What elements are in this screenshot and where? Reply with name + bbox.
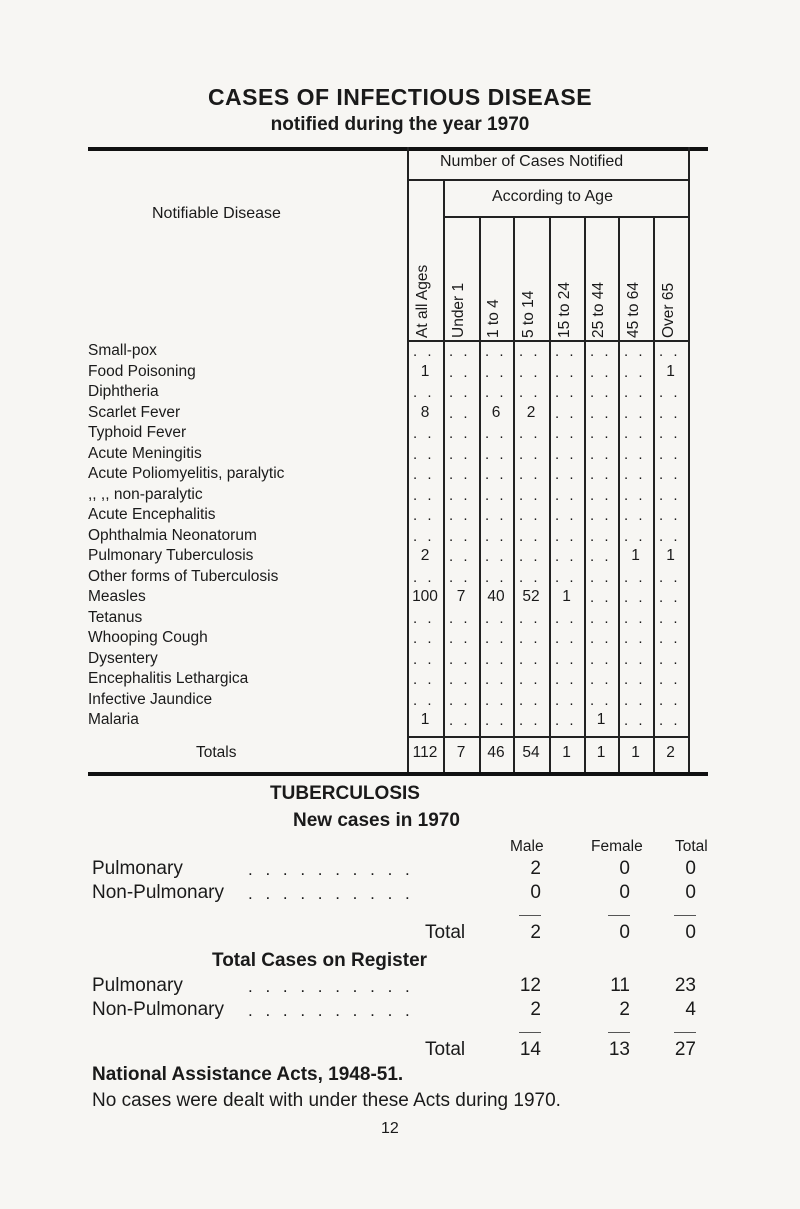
disease-name: Acute Poliomyelitis, paralytic	[88, 465, 285, 482]
empty-cell-dots: . .	[590, 363, 612, 381]
leader-dots: . . . . . . . . . .	[248, 977, 414, 996]
tb-value: 13	[608, 1039, 630, 1060]
empty-cell-dots: . .	[624, 384, 646, 401]
empty-cell-dots: . .	[555, 691, 577, 709]
empty-cell-dots: . .	[485, 650, 507, 668]
empty-cell-dots: . .	[590, 671, 612, 688]
empty-cell-dots: . .	[590, 486, 612, 504]
empty-cell-dots: . .	[413, 445, 435, 463]
empty-cell-dots: . .	[449, 671, 471, 688]
tb-value: 23	[674, 975, 696, 996]
empty-cell-dots: . .	[485, 691, 507, 709]
table-cell: 6	[491, 403, 501, 421]
empty-cell-dots: . .	[449, 630, 471, 647]
empty-cell-dots: . .	[624, 466, 646, 483]
empty-cell-dots: . .	[485, 445, 507, 463]
empty-cell-dots: . .	[555, 486, 577, 504]
empty-cell-dots: . .	[555, 466, 577, 483]
empty-cell-dots: . .	[659, 609, 681, 627]
empty-cell-dots: . .	[590, 527, 612, 545]
disease-name: Acute Meningitis	[88, 444, 202, 462]
tb-value: 2	[619, 999, 630, 1020]
number-header: Number of Cases Notified	[440, 153, 624, 170]
tb-value: 0	[619, 922, 630, 943]
tb-value: 4	[685, 999, 696, 1020]
empty-cell-dots: . .	[449, 343, 471, 360]
column-header: 45 to 64	[624, 281, 642, 338]
col-male: Male	[510, 838, 544, 855]
empty-cell-dots: . .	[449, 548, 471, 565]
empty-cell-dots: . .	[555, 548, 577, 565]
empty-cell-dots: . .	[624, 486, 646, 504]
table-cell: 1	[562, 588, 571, 605]
tb-subheading: New cases in 1970	[293, 810, 460, 831]
disease-name: Small-pox	[88, 342, 157, 359]
empty-cell-dots: . .	[590, 691, 612, 709]
empty-cell-dots: . .	[519, 650, 541, 668]
table-cell: 1	[420, 711, 430, 728]
empty-cell-dots: . .	[555, 404, 577, 422]
empty-cell-dots: . .	[485, 548, 507, 565]
empty-cell-dots: . .	[590, 630, 612, 647]
totals-cell: 54	[522, 744, 540, 761]
empty-cell-dots: . .	[590, 466, 612, 483]
disease-name: Malaria	[88, 711, 139, 728]
empty-cell-dots: . .	[449, 486, 471, 504]
empty-cell-dots: . .	[659, 650, 681, 668]
empty-cell-dots: . .	[555, 343, 577, 360]
disease-name: Pulmonary Tuberculosis	[88, 547, 254, 564]
empty-cell-dots: . .	[413, 568, 435, 586]
tb-row-label: Non-Pulmonary	[92, 882, 224, 903]
disease-name: Food Poisoning	[88, 362, 196, 380]
disease-name: Ophthalmia Neonatorum	[88, 526, 257, 544]
disease-name: Other forms of Tuberculosis	[88, 567, 279, 585]
column-header: Under 1	[450, 282, 467, 338]
grid-vline	[549, 216, 551, 772]
empty-cell-dots: . .	[413, 691, 435, 709]
empty-cell-dots: . .	[624, 343, 646, 360]
totals-cell: 46	[487, 744, 505, 761]
empty-cell-dots: . .	[590, 343, 612, 360]
sum-rule	[519, 915, 541, 916]
page-number: 12	[381, 1120, 399, 1137]
empty-cell-dots: . .	[555, 507, 577, 524]
empty-cell-dots: . .	[624, 650, 646, 668]
empty-cell-dots: . .	[555, 712, 577, 729]
empty-cell-dots: . .	[659, 343, 681, 360]
empty-cell-dots: . .	[624, 630, 646, 647]
table-bottom-rule	[88, 772, 708, 776]
table-cell: 52	[522, 588, 540, 605]
tb-value: 14	[519, 1039, 541, 1060]
grid-hline	[407, 179, 688, 181]
empty-cell-dots: . .	[519, 568, 541, 586]
empty-cell-dots: . .	[413, 466, 435, 483]
table-cell: 1	[596, 711, 606, 728]
empty-cell-dots: . .	[449, 445, 471, 463]
column-header: 15 to 24	[555, 281, 573, 338]
totals-cell: 112	[412, 744, 438, 761]
empty-cell-dots: . .	[519, 343, 541, 360]
empty-cell-dots: . .	[624, 691, 646, 709]
empty-cell-dots: . .	[555, 609, 577, 627]
empty-cell-dots: . .	[590, 548, 612, 565]
empty-cell-dots: . .	[659, 384, 681, 401]
empty-cell-dots: . .	[659, 466, 681, 483]
empty-cell-dots: . .	[449, 404, 471, 422]
table-top-rule	[88, 147, 708, 151]
tb-value: 27	[674, 1039, 696, 1060]
age-header: According to Age	[492, 188, 613, 205]
sum-rule	[519, 1032, 541, 1033]
grid-vline	[443, 179, 445, 772]
empty-cell-dots: . .	[624, 445, 646, 463]
disease-name: Acute Encephalitis	[88, 506, 216, 523]
leader-dots: . . . . . . . . . .	[248, 860, 414, 879]
empty-cell-dots: . .	[449, 712, 471, 729]
empty-cell-dots: . .	[624, 671, 646, 688]
empty-cell-dots: . .	[413, 527, 435, 545]
empty-cell-dots: . .	[624, 527, 646, 545]
disease-name: Dysentery	[88, 649, 158, 667]
empty-cell-dots: . .	[519, 384, 541, 401]
tb-row-label: Total	[425, 1039, 466, 1060]
empty-cell-dots: . .	[519, 527, 541, 545]
empty-cell-dots: . .	[659, 712, 681, 729]
empty-cell-dots: . .	[590, 384, 612, 401]
empty-cell-dots: . .	[659, 445, 681, 463]
empty-cell-dots: . .	[449, 466, 471, 483]
tb-row-label: Pulmonary	[92, 858, 183, 879]
empty-cell-dots: . .	[485, 671, 507, 688]
empty-cell-dots: . .	[624, 568, 646, 586]
empty-cell-dots: . .	[485, 384, 507, 401]
empty-cell-dots: . .	[485, 712, 507, 729]
disease-name: Scarlet Fever	[88, 403, 181, 421]
disease-header: Notifiable Disease	[152, 205, 281, 222]
grid-hline	[407, 340, 688, 342]
empty-cell-dots: . .	[485, 425, 507, 442]
empty-cell-dots: . .	[659, 486, 681, 504]
empty-cell-dots: . .	[590, 609, 612, 627]
empty-cell-dots: . .	[485, 466, 507, 483]
empty-cell-dots: . .	[590, 589, 612, 606]
empty-cell-dots: . .	[555, 630, 577, 647]
tb-value: 12	[519, 975, 541, 996]
empty-cell-dots: . .	[659, 691, 681, 709]
empty-cell-dots: . .	[449, 609, 471, 627]
empty-cell-dots: . .	[485, 527, 507, 545]
tb-row-label: Total	[425, 922, 466, 943]
empty-cell-dots: . .	[659, 507, 681, 524]
empty-cell-dots: . .	[413, 343, 435, 360]
empty-cell-dots: . .	[590, 425, 612, 442]
empty-cell-dots: . .	[555, 568, 577, 586]
disease-name: Encephalitis Lethargica	[88, 670, 249, 687]
grid-hline	[407, 736, 688, 738]
empty-cell-dots: . .	[659, 404, 681, 422]
totals-cell: 2	[666, 744, 675, 761]
empty-cell-dots: . .	[519, 548, 541, 565]
table-cell: 1	[631, 547, 640, 564]
empty-cell-dots: . .	[519, 671, 541, 688]
sum-rule	[674, 1032, 696, 1033]
table-cell: 1	[666, 547, 675, 564]
tb-value: 2	[530, 858, 541, 879]
empty-cell-dots: . .	[413, 425, 435, 442]
table-cell: 7	[456, 588, 466, 605]
empty-cell-dots: . .	[449, 507, 471, 524]
column-header: 5 to 14	[520, 290, 537, 338]
totals-cell: 1	[562, 744, 571, 761]
empty-cell-dots: . .	[624, 363, 646, 381]
empty-cell-dots: . .	[413, 486, 435, 504]
tb-row-label: Pulmonary	[92, 975, 183, 996]
empty-cell-dots: . .	[519, 425, 541, 442]
page-title: CASES OF INFECTIOUS DISEASE	[207, 84, 593, 110]
col-female: Female	[591, 838, 643, 855]
empty-cell-dots: . .	[590, 404, 612, 422]
empty-cell-dots: . .	[590, 650, 612, 668]
grid-vline	[653, 216, 655, 772]
totals-cell: 1	[631, 744, 640, 761]
disease-name: Typhoid Fever	[88, 424, 187, 441]
tb-value: 2	[530, 922, 541, 943]
empty-cell-dots: . .	[485, 609, 507, 627]
column-header: At all Ages	[414, 264, 431, 338]
table-cell: 40	[487, 588, 505, 605]
grid-hline	[443, 216, 688, 218]
empty-cell-dots: . .	[555, 425, 577, 442]
disease-name: Diphtheria	[88, 383, 159, 400]
disease-name: Measles	[88, 588, 146, 605]
empty-cell-dots: . .	[555, 384, 577, 401]
empty-cell-dots: . .	[519, 486, 541, 504]
table-cell: 2	[420, 547, 430, 564]
grid-vline	[584, 216, 586, 772]
column-header: 25 to 44	[590, 281, 607, 338]
tb-value: 2	[530, 999, 541, 1020]
totals-cell: 7	[456, 744, 466, 761]
column-header: 1 to 4	[485, 299, 502, 338]
empty-cell-dots: . .	[449, 527, 471, 545]
grid-vline	[479, 216, 481, 772]
table-cell: 2	[526, 403, 536, 421]
empty-cell-dots: . .	[449, 691, 471, 709]
empty-cell-dots: . .	[519, 363, 541, 381]
grid-vline	[407, 147, 409, 772]
empty-cell-dots: . .	[624, 404, 646, 422]
table-cell: 1	[666, 362, 675, 380]
empty-cell-dots: . .	[485, 343, 507, 360]
empty-cell-dots: . .	[659, 671, 681, 688]
tb-value: 0	[530, 882, 541, 903]
disease-name: ,, ,, non-paralytic	[88, 485, 203, 503]
empty-cell-dots: . .	[519, 609, 541, 627]
empty-cell-dots: . .	[485, 486, 507, 504]
disease-name: Tetanus	[88, 608, 143, 626]
empty-cell-dots: . .	[555, 363, 577, 381]
national-text: No cases were dealt with under these Acts during 1970.	[92, 1090, 561, 1111]
empty-cell-dots: . .	[659, 589, 681, 606]
empty-cell-dots: . .	[590, 445, 612, 463]
tb-value: 0	[685, 858, 696, 879]
empty-cell-dots: . .	[413, 650, 435, 668]
totals-label: Totals	[196, 744, 237, 761]
empty-cell-dots: . .	[659, 568, 681, 586]
register-heading: Total Cases on Register	[212, 950, 428, 971]
national-heading: National Assistance Acts, 1948-51.	[92, 1064, 404, 1085]
tb-value: 0	[685, 882, 696, 903]
tb-value: 0	[685, 922, 696, 943]
empty-cell-dots: . .	[413, 384, 435, 401]
empty-cell-dots: . .	[624, 589, 646, 606]
empty-cell-dots: . .	[519, 712, 541, 729]
empty-cell-dots: . .	[659, 425, 681, 442]
sum-rule	[608, 915, 630, 916]
grid-vline	[688, 147, 690, 772]
empty-cell-dots: . .	[413, 671, 435, 688]
grid-vline	[513, 216, 515, 772]
empty-cell-dots: . .	[519, 691, 541, 709]
table-cell: 1	[420, 362, 430, 380]
empty-cell-dots: . .	[519, 445, 541, 463]
page-subtitle: notified during the year 1970	[270, 114, 530, 135]
empty-cell-dots: . .	[624, 609, 646, 627]
empty-cell-dots: . .	[624, 712, 646, 729]
disease-name: Infective Jaundice	[88, 690, 213, 708]
empty-cell-dots: . .	[555, 650, 577, 668]
empty-cell-dots: . .	[449, 425, 471, 442]
empty-cell-dots: . .	[519, 466, 541, 483]
empty-cell-dots: . .	[659, 527, 681, 545]
empty-cell-dots: . .	[624, 425, 646, 442]
empty-cell-dots: . .	[449, 568, 471, 586]
empty-cell-dots: . .	[624, 507, 646, 524]
empty-cell-dots: . .	[485, 630, 507, 647]
empty-cell-dots: . .	[590, 507, 612, 524]
leader-dots: . . . . . . . . . .	[248, 1001, 414, 1020]
tb-value: 0	[619, 882, 630, 903]
col-total: Total	[675, 838, 708, 855]
empty-cell-dots: . .	[659, 630, 681, 647]
empty-cell-dots: . .	[485, 568, 507, 586]
empty-cell-dots: . .	[519, 507, 541, 524]
tb-row-label: Non-Pulmonary	[92, 999, 224, 1020]
empty-cell-dots: . .	[519, 630, 541, 647]
sum-rule	[674, 915, 696, 916]
empty-cell-dots: . .	[555, 671, 577, 688]
empty-cell-dots: . .	[413, 507, 435, 524]
empty-cell-dots: . .	[449, 650, 471, 668]
empty-cell-dots: . .	[485, 363, 507, 381]
leader-dots: . . . . . . . . . .	[248, 884, 414, 903]
empty-cell-dots: . .	[449, 363, 471, 381]
empty-cell-dots: . .	[449, 384, 471, 401]
empty-cell-dots: . .	[590, 568, 612, 586]
tb-heading: TUBERCULOSIS	[270, 783, 420, 804]
column-header: Over 65	[659, 282, 677, 338]
totals-cell: 1	[596, 744, 606, 761]
empty-cell-dots: . .	[413, 609, 435, 627]
tb-value: 0	[619, 858, 630, 879]
table-cell: 100	[412, 588, 438, 605]
empty-cell-dots: . .	[413, 630, 435, 647]
tb-value: 11	[610, 975, 630, 996]
disease-name: Whooping Cough	[88, 629, 208, 646]
sum-rule	[608, 1032, 630, 1033]
empty-cell-dots: . .	[485, 507, 507, 524]
empty-cell-dots: . .	[555, 445, 577, 463]
table-cell: 8	[420, 403, 430, 421]
empty-cell-dots: . .	[555, 527, 577, 545]
grid-vline	[618, 216, 620, 772]
